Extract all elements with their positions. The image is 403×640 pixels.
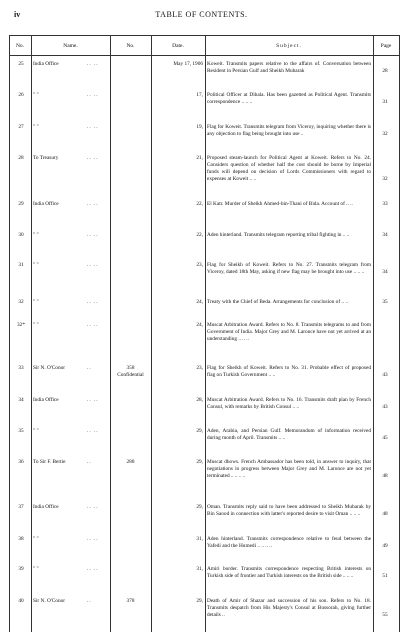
cell-page: 43: [382, 372, 388, 378]
cell-name: " ": [33, 232, 39, 238]
cell-subject: Death of Amir of Shazar and succession of his son. Refers to No. 18. Transmits despatch from His Majesty's Consul at Bussorah, giving further details ..: [207, 598, 371, 618]
cell-dots: .. ..: [87, 566, 99, 572]
cell-page: 35: [382, 299, 388, 305]
cell-dots: .. ..: [87, 504, 99, 510]
column-header-no: No.: [15, 43, 25, 49]
cell-num: 288: [126, 459, 135, 465]
table-header-rule: [9, 55, 399, 56]
cell-subject: Flag for Sheikh of Koweit. Refers to No. 31. Probable effect of proposed flag on Turkish Government .. ..: [207, 365, 371, 378]
table-top-rule: [9, 35, 399, 36]
cell-date: 22,: [196, 232, 203, 238]
cell-page: 33: [382, 201, 388, 207]
cell-dots: .. ..: [87, 536, 99, 542]
cell-dots: .. ..: [87, 322, 99, 328]
column-rule: [399, 35, 400, 632]
cell-no: 28: [18, 155, 24, 161]
cell-subject: Oman. Transmits reply said to have been addressed to Sheikh Mubarak by Bin Saood in connection with latter's reported desire to visit Oman .. .. ..: [207, 504, 371, 517]
cell-page: 32: [382, 176, 388, 182]
page-number: iv: [14, 10, 21, 19]
column-rule: [205, 35, 206, 632]
cell-dots: .. ..: [87, 397, 99, 403]
cell-dots: .. ..: [87, 92, 99, 98]
cell-date: 22,: [196, 201, 203, 207]
cell-no: 39: [18, 566, 24, 572]
cell-subject: Koweit. Transmits papers relative to the affairs of. Conversation between Resident in Persian Gulf and Sheikh Mubarak: [207, 61, 371, 74]
cell-name: " ": [33, 322, 39, 328]
cell-dots: .. ..: [87, 299, 99, 305]
cell-no: 33: [18, 365, 24, 371]
column-header-subject: Subject.: [276, 43, 302, 49]
cell-name: To Treasury: [33, 155, 59, 161]
cell-dots: ..: [87, 598, 92, 604]
cell-dots: ..: [87, 459, 92, 465]
cell-dots: ..: [87, 365, 92, 371]
cell-subject: Treaty with the Chief of Beda. Arrangements for conclusion of .. ..: [207, 299, 349, 305]
cell-name: Sir N. O'Conor: [33, 365, 66, 371]
cell-name: India Office: [33, 397, 59, 403]
cell-date: 23,: [196, 365, 203, 371]
cell-subject: Aden hinterland. Transmits correspondence relative to feud between the Yafedi and the Humedi .. .. .. ..: [207, 536, 371, 549]
column-header-date: Date.: [172, 43, 184, 49]
cell-subject: Flag for Koweit. Transmits telegram from Viceroy, inquiring whether there is any objection to flag being brought into use ..: [207, 124, 371, 137]
cell-page: 51: [382, 573, 388, 579]
cell-subject: El Katr. Murder of Sheikh Ahmed-bin-Thani of Bida. Account of .. ..: [207, 201, 353, 207]
cell-page: 31: [382, 99, 388, 105]
cell-no: 27: [18, 124, 24, 130]
cell-dots: .. ..: [87, 201, 99, 207]
cell-date: 24,: [196, 299, 203, 305]
cell-no: 26: [18, 92, 24, 98]
cell-name: India Office: [33, 201, 59, 207]
cell-no: 34: [18, 397, 24, 403]
cell-dots: .. ..: [87, 232, 99, 238]
cell-no: 32: [18, 299, 24, 305]
cell-name: India Office: [33, 504, 59, 510]
cell-dots: .. ..: [87, 428, 99, 434]
cell-no: 35: [18, 428, 24, 434]
cell-date: 31,: [196, 536, 203, 542]
cell-page: 49: [382, 543, 388, 549]
cell-date: 29,: [196, 428, 203, 434]
column-header-name: Name.: [63, 43, 78, 49]
cell-page: 45: [382, 435, 388, 441]
cell-page: 48: [382, 511, 388, 517]
cell-subject: Political Officer at Dibala. Has been gazetted as Political Agent. Transmits correspondence .. .. ..: [207, 92, 371, 105]
cell-name: " ": [33, 566, 39, 572]
cell-name: " ": [33, 536, 39, 542]
cell-subject: Muscat Arbitration Award. Refers to No. 16. Transmits draft plan by French Consul, with remarks by British Consul .. ..: [207, 397, 371, 410]
cell-date: 21,: [196, 155, 203, 161]
cell-page: 55: [382, 612, 388, 618]
cell-num: 358 Confidential: [117, 365, 144, 378]
cell-no: 31: [18, 262, 24, 268]
cell-no: 40: [18, 598, 24, 604]
cell-page: 48: [382, 473, 388, 479]
cell-subject: Muscat dhows. French Ambassador has been told, in answer to inquiry, that negotiations in progress between Major Grey and M. Laronce are not yet terminated .. .. .. ..: [207, 459, 371, 479]
column-header-number: No.: [126, 43, 135, 49]
cell-name: Sir N. O'Conor: [33, 598, 66, 604]
cell-date: 17,: [196, 92, 203, 98]
cell-date: 29,: [196, 598, 203, 604]
cell-dots: .. ..: [87, 61, 99, 67]
cell-subject: Muscat Arbitration Award. Refers to No. 8. Transmits telegrams to and from Government of India. Major Grey and M. Laronce have not yet arrived at an understanding .. .. ..: [207, 322, 371, 342]
cell-date: May 17, 1906: [173, 61, 203, 67]
cell-name: " ": [33, 299, 39, 305]
cell-date: 23,: [196, 262, 203, 268]
cell-name: To Sir F. Bertie: [33, 459, 66, 465]
column-header-page: Page: [380, 43, 392, 49]
cell-page: 34: [382, 232, 388, 238]
cell-date: 31,: [196, 566, 203, 572]
cell-subject: Aden hinterland. Transmits telegram reporting tribal fighting in .. ..: [207, 232, 350, 238]
cell-name: India Office: [33, 61, 59, 67]
cell-date: 29,: [196, 459, 203, 465]
cell-dots: .. ..: [87, 155, 99, 161]
cell-page: 28: [382, 68, 388, 74]
column-rule: [110, 35, 111, 632]
cell-no: 29: [18, 201, 24, 207]
cell-dots: .. ..: [87, 262, 99, 268]
cell-subject: Amiri border. Transmits correspondence respecting British interests on Turkish side of frontier and Turkish interests on the British side .. .. ..: [207, 566, 371, 579]
cell-dots: .. ..: [87, 124, 99, 130]
cell-subject: Proposed steam-launch for Political Agent at Koweit. Refers to No. 24. Considers question of whether half the cost should be borne by Imperial funds will depend on decision of Lords Commissioners with regard to expenses at Koweit .. ..: [207, 155, 371, 182]
cell-date: 29,: [196, 504, 203, 510]
cell-name: " ": [33, 124, 39, 130]
cell-no: 36: [18, 459, 24, 465]
cell-page: 43: [382, 404, 388, 410]
cell-no: 30: [18, 232, 24, 238]
page-title: TABLE OF CONTENTS.: [155, 10, 248, 19]
cell-no: 32*: [17, 322, 25, 328]
cell-page: 32: [382, 131, 388, 137]
cell-name: " ": [33, 262, 39, 268]
cell-date: 24,: [196, 322, 203, 328]
cell-name: " ": [33, 428, 39, 434]
page-header: [0, 10, 403, 24]
cell-no: 38: [18, 536, 24, 542]
cell-name: " ": [33, 92, 39, 98]
cell-date: 19,: [196, 124, 203, 130]
cell-subject: Flag for Sheikh of Koweit. Refers to No. 27. Transmits telegram from Viceroy, dated 18th May, asking if new flag may be brought into use .. .. ..: [207, 262, 371, 275]
cell-date: 28,: [196, 397, 203, 403]
cell-no: 37: [18, 504, 24, 510]
cell-subject: Aden, Arabia, and Persian Gulf. Memorandum of information received during month of April. Transmits .. ..: [207, 428, 371, 441]
cell-page: 34: [382, 269, 388, 275]
cell-no: 25: [18, 61, 24, 67]
cell-num: 378: [126, 598, 135, 604]
